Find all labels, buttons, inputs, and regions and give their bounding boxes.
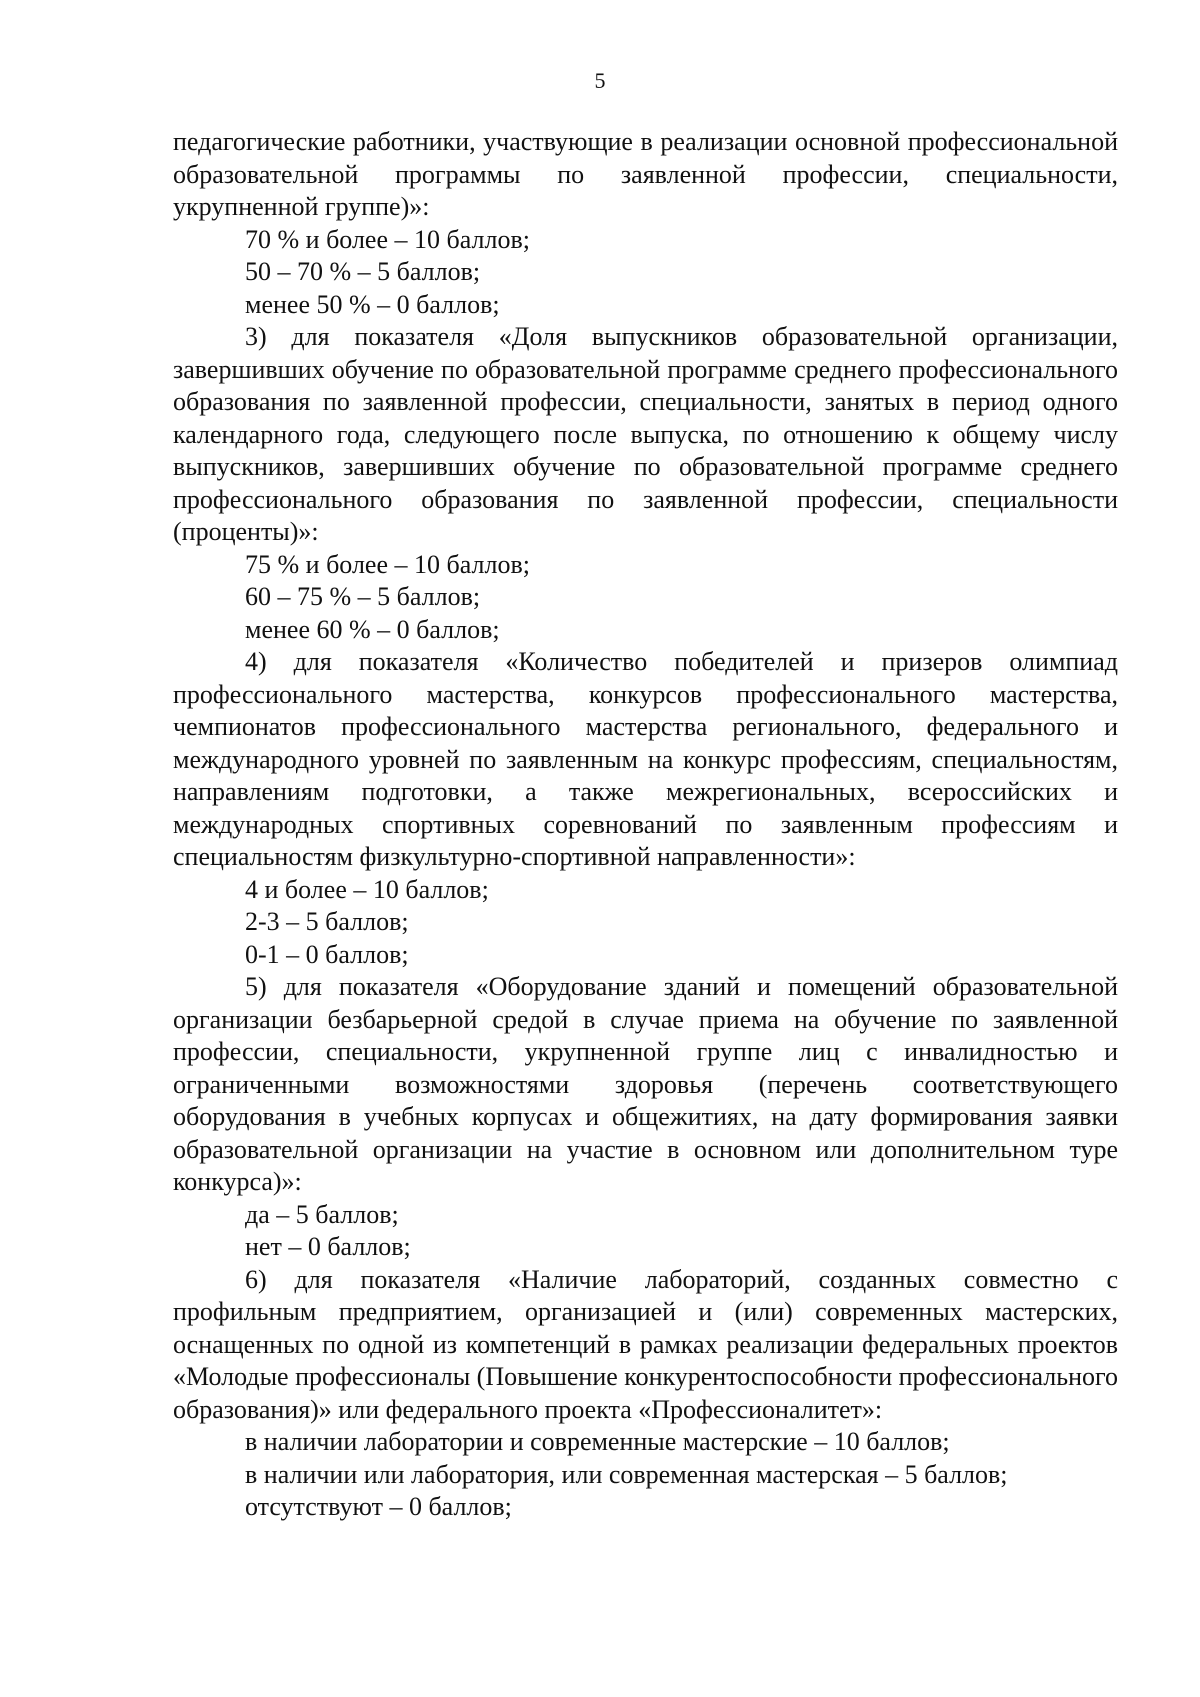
indicator-paragraph-3: 3) для показателя «Доля выпускников образовательной организации, завершивших обучение по образовательной программе среднего профессионального образования по заявленной профессии, специальности, занятых в период одного календарного года, следующего после выпуска, по отношению к общему числу выпускников, завершивших обучение по образовательной программе среднего профессионального образования по заявленной профессии, специальности (проценты)»: [173, 322, 1118, 546]
score-item: 75 % и более – 10 баллов; [245, 549, 530, 579]
score-item: 0-1 – 0 баллов; [245, 939, 409, 969]
indicator-paragraph-5: 5) для показателя «Оборудование зданий и помещений образовательной организации безбарьерной средой в случае приема на обучение по заявленной профессии, специальности, укрупненной группе лиц с инвалидностью и ограниченными возможностями здоровья (перечень соответствующего оборудования в учебных корпусах и общежитиях, на дату формирования заявки образовательной организации на участие в основном или дополнительном туре конкурса)»: [173, 972, 1118, 1196]
paragraph-continuation: педагогические работники, участвующие в реализации основной профессиональной образовательной программы по заявленной профессии, специальности, укрупненной группе)»: [173, 127, 1118, 221]
score-item: 70 % и более – 10 баллов; [245, 224, 530, 254]
score-item: 50 – 70 % – 5 баллов; [245, 257, 481, 286]
score-item: менее 50 % – 0 баллов; [245, 289, 500, 319]
score-item: да – 5 баллов; [245, 1199, 399, 1229]
score-item: нет – 0 баллов; [245, 1232, 411, 1261]
score-item: 60 – 75 % – 5 баллов; [245, 582, 481, 611]
score-item: менее 60 % – 0 баллов; [245, 614, 500, 644]
page-number: 5 [594, 68, 606, 93]
document-body [173, 126, 1118, 1524]
score-item: 4 и более – 10 баллов; [245, 874, 489, 904]
score-item: отсутствуют – 0 баллов; [245, 1492, 512, 1521]
indicator-paragraph-4: 4) для показателя «Количество победителей и призеров олимпиад профессионального мастерства, конкурсов профессионального мастерства, чемпионатов профессионального мастерства регионального, федерального и международного уровней по заявленным на конкурс профессиям, специальностям, направлениям подготовки, а также межрегиональных, всероссийских и международных спортивных соревнований по заявленным профессиям и специальностям физкультурно-спортивной направленности»: [173, 647, 1118, 871]
score-item: в наличии лаборатории и современные мастерские – 10 баллов; [245, 1427, 950, 1456]
indicator-paragraph-6: 6) для показателя «Наличие лабораторий, созданных совместно с профильным предприятием, организацией и (или) современных мастерских, оснащенных по одной из компетенций в рамках реализации федеральных проектов «Молодые профессионалы (Повышение конкурентоспособности профессионального образования)» или федерального проекта «Профессионалитет»: [173, 1264, 1119, 1424]
score-item: в наличии или лаборатория, или современная мастерская – 5 баллов; [245, 1459, 1008, 1489]
score-item: 2-3 – 5 баллов; [245, 907, 409, 936]
